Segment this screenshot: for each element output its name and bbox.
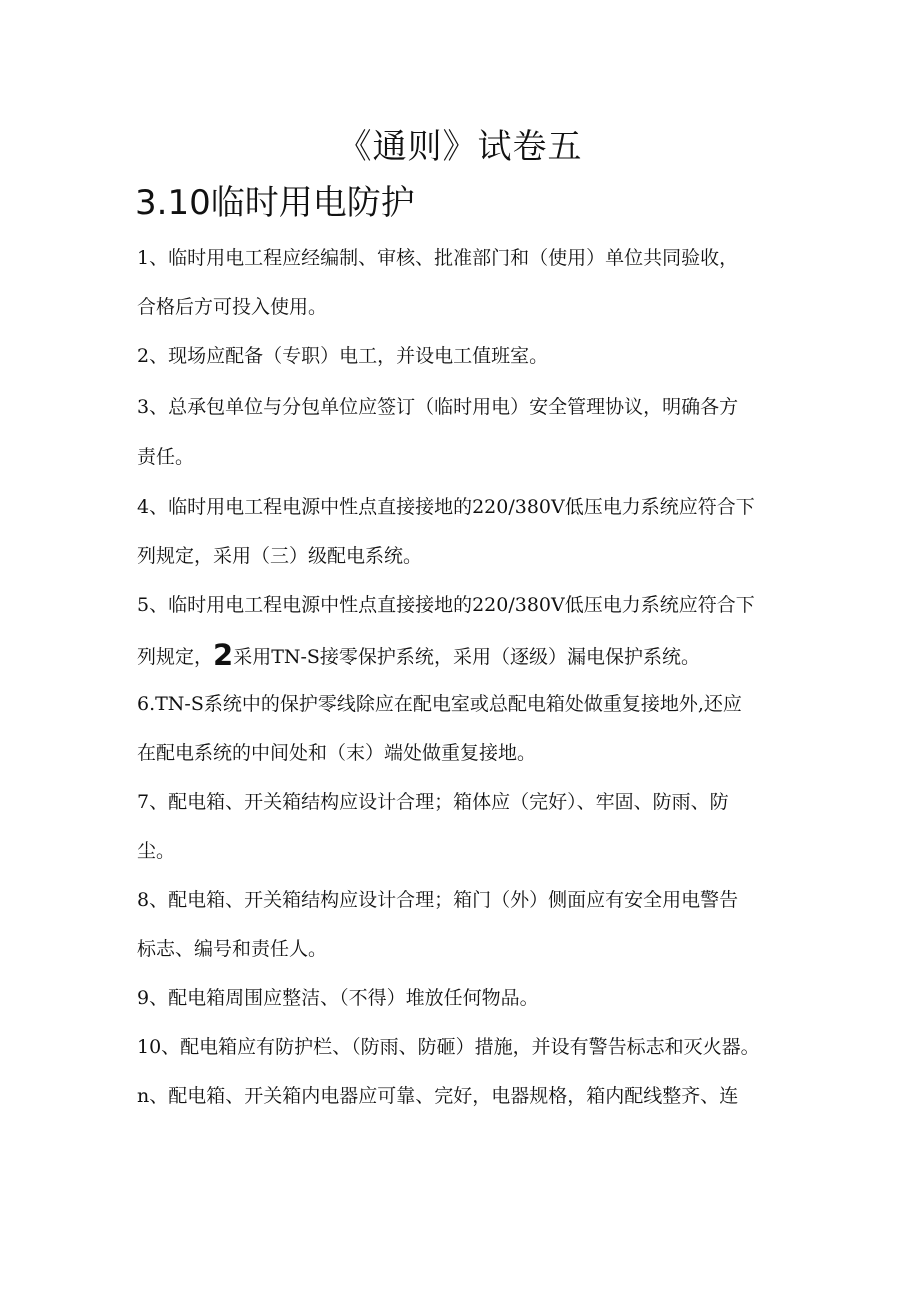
section-heading: 3.10临时用电防护 (135, 183, 415, 223)
question-11-line-1: n、配电箱、开关箱内电器应可靠、完好，电器规格，箱内配线整齐、连 (137, 1085, 739, 1107)
question-8-line-1: 8、配电箱、开关箱结构应设计合理；箱门（外）侧面应有安全用电警告 (137, 889, 739, 911)
question-5-line-2 (137, 638, 700, 672)
question-5-line-2-end: 采用TN-S接零保护系统，采用（逐级）漏电保护系统。 (233, 646, 700, 668)
question-3-line-2: 责任。 (137, 446, 195, 468)
question-2-line-1: 2、现场应配备（专职）电工，并设电工值班室。 (137, 345, 549, 367)
question-4-line-2: 列规定，采用（三）级配电系统。 (137, 545, 423, 567)
question-5-line-1: 5、临时用电工程电源中性点直接接地的220/380V低压电力系统应符合下 (137, 594, 755, 616)
question-10-line-1: 10、配电箱应有防护栏、（防雨、防砸）措施，并设有警告标志和灭火器。 (137, 1036, 760, 1058)
question-1-line-1: 1、临时用电工程应经编制、审核、批准部门和（使用）单位共同验收， (137, 247, 739, 269)
question-6-line-2: 在配电系统的中间处和（末）端处做重复接地。 (137, 742, 537, 764)
document-title: 《通则》试卷五 (337, 127, 583, 167)
question-8-line-2: 标志、编号和责任人。 (137, 938, 328, 960)
question-1-line-2: 合格后方可投入使用。 (137, 296, 328, 318)
question-9-line-1: 9、配电箱周围应整洁、（不得）堆放任何物品。 (137, 987, 539, 1009)
question-6-line-1: 6.TN-S系统中的保护零线除应在配电室或总配电箱处做重复接地外,还应 (137, 693, 742, 715)
question-5-big-numeral: 2 (213, 638, 234, 672)
question-7-line-1: 7、配电箱、开关箱结构应设计合理；箱体应（完好）、牢固、防雨、防 (137, 791, 729, 813)
question-7-line-2: 尘。 (137, 840, 176, 862)
question-3-line-1: 3、总承包单位与分包单位应签订（临时用电）安全管理协议，明确各方 (137, 396, 739, 418)
question-4-line-1: 4、临时用电工程电源中性点直接接地的220/380V低压电力系统应符合下 (137, 496, 755, 518)
question-5-line-2-start: 列规定， (137, 646, 214, 668)
